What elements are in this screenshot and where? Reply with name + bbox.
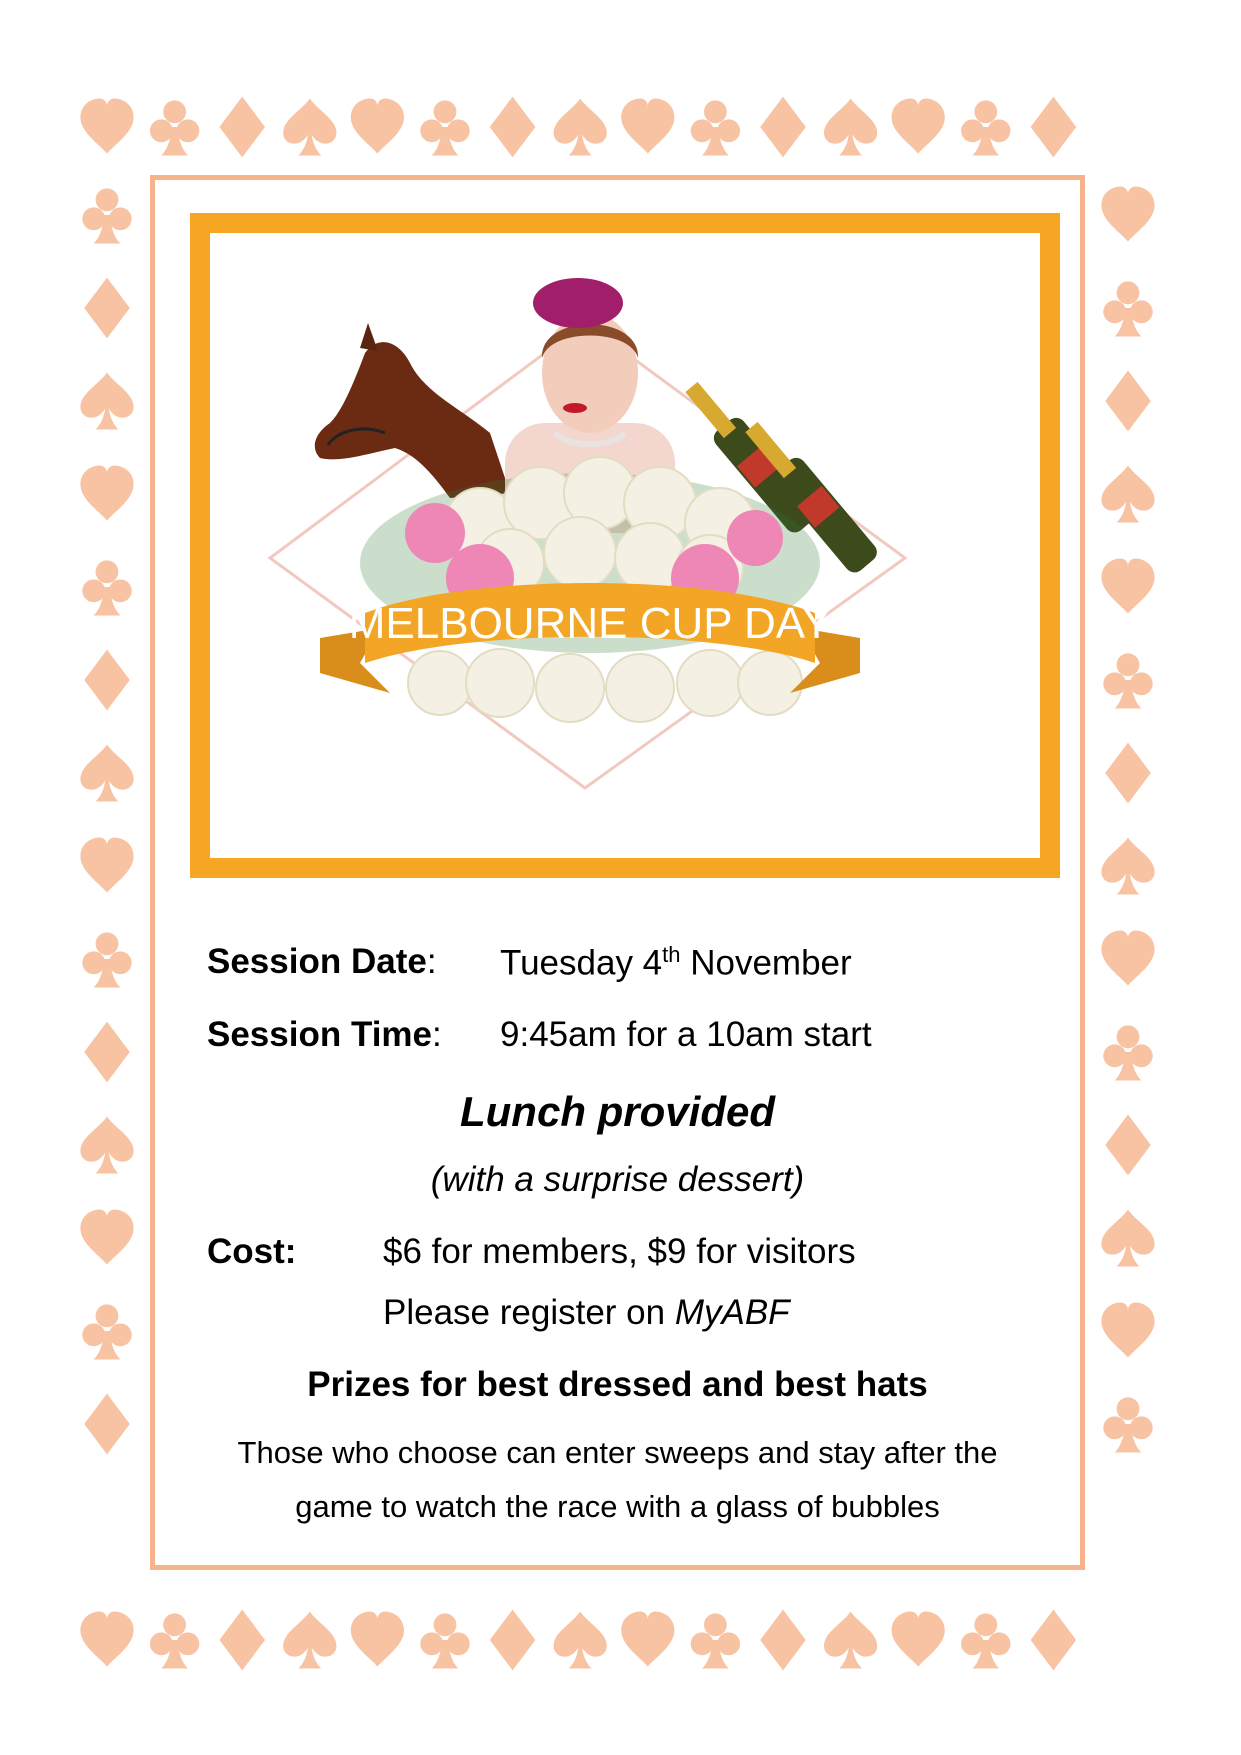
club-icon: [691, 100, 740, 155]
spade-icon: [283, 1612, 336, 1669]
heart-icon: [1101, 1303, 1154, 1358]
session-date-row: [207, 942, 437, 982]
club-icon: [150, 1613, 199, 1668]
sweeps-line-2: game to watch the race with a glass of bubbles: [295, 1489, 940, 1524]
spade-icon: [80, 1117, 133, 1174]
lunch-subheading: (with a surprise dessert): [430, 1160, 805, 1199]
session-time-value: 9:45am for a 10am start: [500, 1015, 872, 1054]
heart-icon: [351, 99, 404, 154]
heart-icon: [621, 99, 674, 154]
club-icon: [82, 1304, 131, 1359]
horse-image: [315, 323, 510, 498]
sweeps-line-1: Those who choose can enter sweeps and stay after the: [237, 1435, 998, 1470]
spade-icon: [80, 373, 133, 430]
session-date-value: [500, 942, 852, 984]
lunch-heading: Lunch provided: [460, 1088, 775, 1135]
session-date-day: Tuesday 4: [500, 943, 663, 983]
club-icon: [1103, 1397, 1152, 1452]
club-icon: [82, 188, 131, 243]
myabf-link[interactable]: MyABF: [674, 1293, 790, 1332]
spade-icon: [824, 99, 877, 156]
session-date-month: November: [680, 943, 852, 983]
session-time-colon: :: [432, 1015, 442, 1054]
heart-icon: [80, 1210, 133, 1265]
heart-icon: [1101, 559, 1154, 614]
diamond-icon: [84, 278, 130, 339]
heart-icon: [80, 1612, 133, 1667]
diamond-icon: [1105, 743, 1151, 804]
diamond-icon: [84, 1022, 130, 1083]
club-icon: [1103, 1025, 1152, 1080]
heart-icon: [892, 99, 945, 154]
hero-frame: [190, 213, 1060, 878]
club-icon: [961, 100, 1010, 155]
club-icon: [1103, 653, 1152, 708]
club-icon: [961, 1613, 1010, 1668]
cost-line-1: $6 for members, $9 for visitors: [383, 1232, 856, 1271]
diamond-icon: [760, 1610, 806, 1671]
diamond-icon: [490, 1610, 536, 1671]
club-icon: [420, 1613, 469, 1668]
heart-icon: [1101, 187, 1154, 242]
session-date-colon: :: [426, 942, 437, 981]
club-icon: [82, 560, 131, 615]
diamond-icon: [219, 1610, 265, 1671]
fascinator-hat: [533, 278, 623, 328]
spade-icon: [1101, 466, 1154, 523]
diamond-icon: [84, 650, 130, 711]
club-icon: [420, 100, 469, 155]
session-time-row: [207, 1015, 442, 1055]
banner-text: MELBOURNE CUP DAY: [348, 599, 832, 648]
heart-icon: [351, 1612, 404, 1667]
diamond-icon: [1031, 1610, 1077, 1671]
prizes-text: Prizes for best dressed and best hats: [307, 1365, 928, 1404]
club-icon: [82, 932, 131, 987]
melbourne-cup-illustration: [210, 233, 1040, 858]
spade-icon: [554, 1612, 607, 1669]
heart-icon: [1101, 931, 1154, 986]
spade-icon: [1101, 838, 1154, 895]
spade-icon: [283, 99, 336, 156]
spade-icon: [824, 1612, 877, 1669]
club-icon: [1103, 281, 1152, 336]
spade-icon: [80, 745, 133, 802]
register-text: Please register on: [383, 1293, 675, 1332]
heart-icon: [892, 1612, 945, 1667]
diamond-icon: [760, 97, 806, 158]
heart-icon: [80, 838, 133, 893]
heart-icon: [80, 99, 133, 154]
cost-label: Cost:: [207, 1232, 297, 1271]
spade-icon: [554, 99, 607, 156]
diamond-icon: [219, 97, 265, 158]
diamond-icon: [1105, 1115, 1151, 1176]
session-time-label: Session Time: [207, 1015, 433, 1054]
spade-icon: [1101, 1210, 1154, 1267]
heart-icon: [80, 466, 133, 521]
diamond-icon: [1105, 371, 1151, 432]
cost-line-2: [383, 1293, 790, 1333]
session-date-label: Session Date: [207, 942, 427, 981]
heart-icon: [621, 1612, 674, 1667]
club-icon: [150, 100, 199, 155]
diamond-icon: [490, 97, 536, 158]
diamond-icon: [84, 1394, 130, 1455]
session-date-suffix: th: [662, 942, 681, 967]
club-icon: [691, 1613, 740, 1668]
diamond-icon: [1031, 97, 1077, 158]
